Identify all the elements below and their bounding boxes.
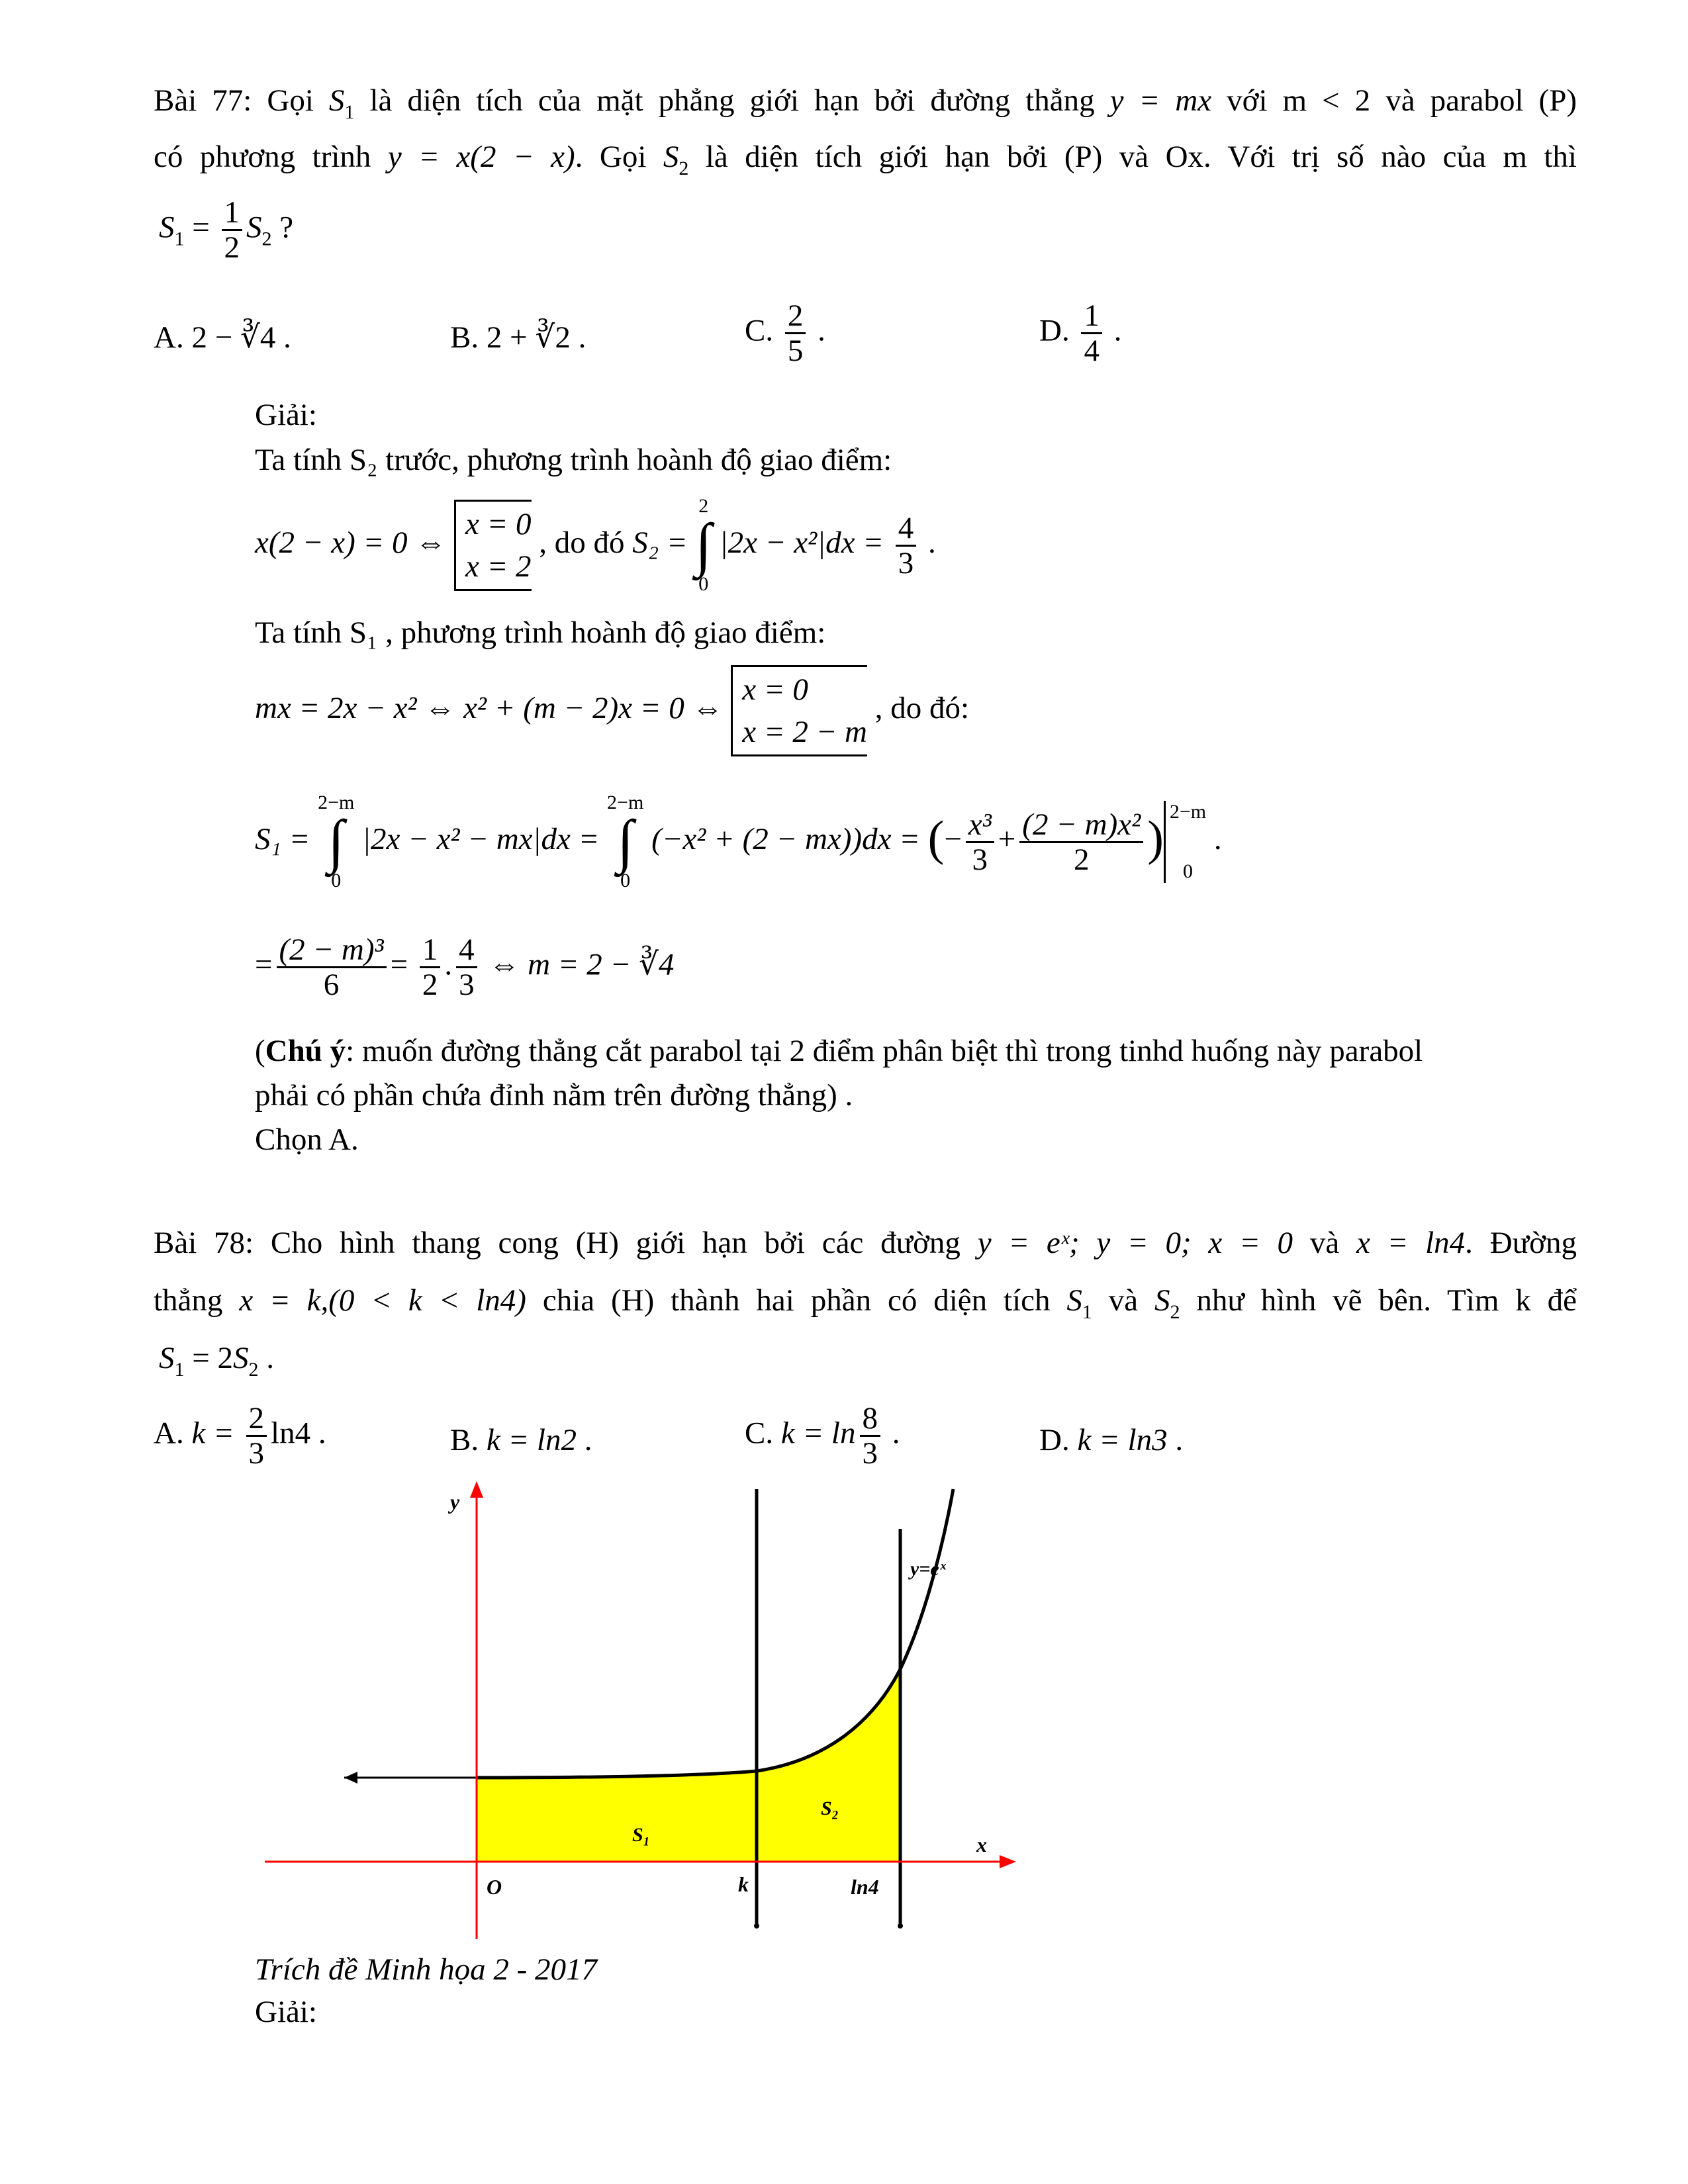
bai77-s2-cases: x = 0 x = 2 bbox=[454, 500, 532, 591]
bai77-note-line2: phải có phần chứa đỉnh nằm trên đường thẳng) . bbox=[255, 1078, 853, 1113]
bai78-statement-line3: $S_1 = 2S_2$ . bbox=[159, 1341, 275, 1381]
bai78-statement-line1: Bài 78: Cho hình thang cong (H) giới hạn bởi các đường y = eˣ; y = 0; x = 0 và x = ln4. Đường bbox=[154, 1226, 1577, 1260]
origin-label: O bbox=[487, 1875, 502, 1899]
bai77-s1-integral-sign-1: 2−m ∫ 0 bbox=[318, 792, 355, 891]
bai77-option-d: D. $\frac{1}{4}$ . bbox=[1039, 298, 1122, 368]
bai77-statement-line1: Bài 77: Gọi $S_1$ là diện tích của mặt phẳng giới hạn bởi đường thẳng y = mx với m < 2 và parabol (P) bbox=[154, 83, 1577, 123]
s1-label: S₁ bbox=[632, 1824, 651, 1846]
x-axis-arrow bbox=[1000, 1855, 1016, 1868]
bai77-s1-cases: x = 0 x = 2 − m bbox=[731, 665, 867, 756]
ln4-label: ln4 bbox=[851, 1875, 879, 1899]
bai77-chon: Chọn A. bbox=[255, 1122, 359, 1157]
bai78-option-a: A. k = $\frac{2}{3}$ ln4 . bbox=[154, 1401, 326, 1471]
bai77-s1-eval-bar: 2−m 0 bbox=[1164, 801, 1206, 883]
bai78-statement-line2: thẳng x = k,(0 < k < ln4) chia (H) thành hai phần có diện tích $S_1$ và $S_2$ như hình vẽ bên. Tìm k để bbox=[154, 1283, 1577, 1323]
bai77-s2-intro: Ta tính S₂ trước, phương trình hoành độ giao điểm: bbox=[255, 443, 892, 477]
bai77-statement-line2: có phương trình y = x(2 − x). Gọi $S_2$ là diện tích giới hạn bởi (P) và Ox. Với trị số nào của m thì bbox=[154, 140, 1577, 179]
bai78-option-c: C. k = ln $\frac{8}{3}$ . bbox=[745, 1401, 900, 1471]
x-axis-label: x bbox=[976, 1833, 987, 1856]
bai77-option-a: A. 2 − ∛4 . bbox=[154, 320, 291, 355]
asymptote-arrow bbox=[344, 1772, 357, 1784]
k-label: k bbox=[738, 1872, 749, 1896]
vertical-line-k-end bbox=[754, 1923, 759, 1929]
bai77-s2-integral-sign: 2 ∫ 0 bbox=[695, 495, 712, 595]
bai77-option-b: B. 2 + ∛2 . bbox=[450, 320, 586, 355]
bai78-giai-label: Giải: bbox=[255, 1995, 317, 2029]
y-axis-label: y bbox=[450, 1490, 460, 1514]
bai77-final-equation: = $\frac{\text{(2 − m)³}}{6}$ = $\frac{1}{2}$ . $\frac{4}{3}$ ⇔ m = 2 − ∛4 bbox=[255, 933, 675, 1002]
bai77-giai-label: Giải: bbox=[255, 398, 317, 432]
s2-label: S₂ bbox=[821, 1797, 839, 1819]
bai77-s1-intro: Ta tính S₁ , phương trình hoành độ giao điểm: bbox=[255, 615, 826, 650]
bai77-s1-integral: S₁ = 2−m ∫ 0 |2x − x² − mx|dx = 2−m ∫ 0 (−x² + (2 − mx))dx = (− $\frac{\text{x³}}{3}$ + $\frac{\text{(2 − m)x²}}{2}$ ) 2−m 0 . bbox=[255, 792, 1222, 891]
y-axis-arrow bbox=[470, 1481, 483, 1498]
bai77-note-line1: (Chú ý: muốn đường thẳng cắt parabol tại 2 điểm phân biệt thì trong tinhd huống này parabol bbox=[255, 1034, 1423, 1068]
bai77-option-c: C. $\frac{2}{5}$ . bbox=[745, 298, 825, 368]
bai77-s2-equation: x(2 − x) = 0 ⇔ x = 0 x = 2 , do đó S₂ = 2 ∫ 0 |2x − x²|dx = $\frac{4}{3}$ . bbox=[255, 495, 936, 595]
bai78-caption: Trích đề Minh họa 2 - 2017 bbox=[255, 1952, 597, 1987]
vertical-line-ln4-end bbox=[898, 1923, 903, 1929]
bai77-s1-integral-sign-2: 2−m ∫ 0 bbox=[607, 792, 644, 891]
bai78-option-b: B. k = ln2 . bbox=[450, 1423, 592, 1457]
curve-label: y=eˣ bbox=[910, 1558, 946, 1580]
bai77-s1-equation: mx = 2x − x² ⇔ x² + (m − 2)x = 0 ⇔ x = 0 x = 2 − m , do đó: bbox=[255, 665, 969, 756]
bai78-graph bbox=[258, 1476, 1026, 1952]
bai78-option-d: D. k = ln3 . bbox=[1039, 1423, 1184, 1457]
bai77-statement-line3: $S_1$ = $\frac{1}{2}$ $S_2$ ? bbox=[159, 195, 294, 265]
region-s1 bbox=[477, 1771, 757, 1862]
